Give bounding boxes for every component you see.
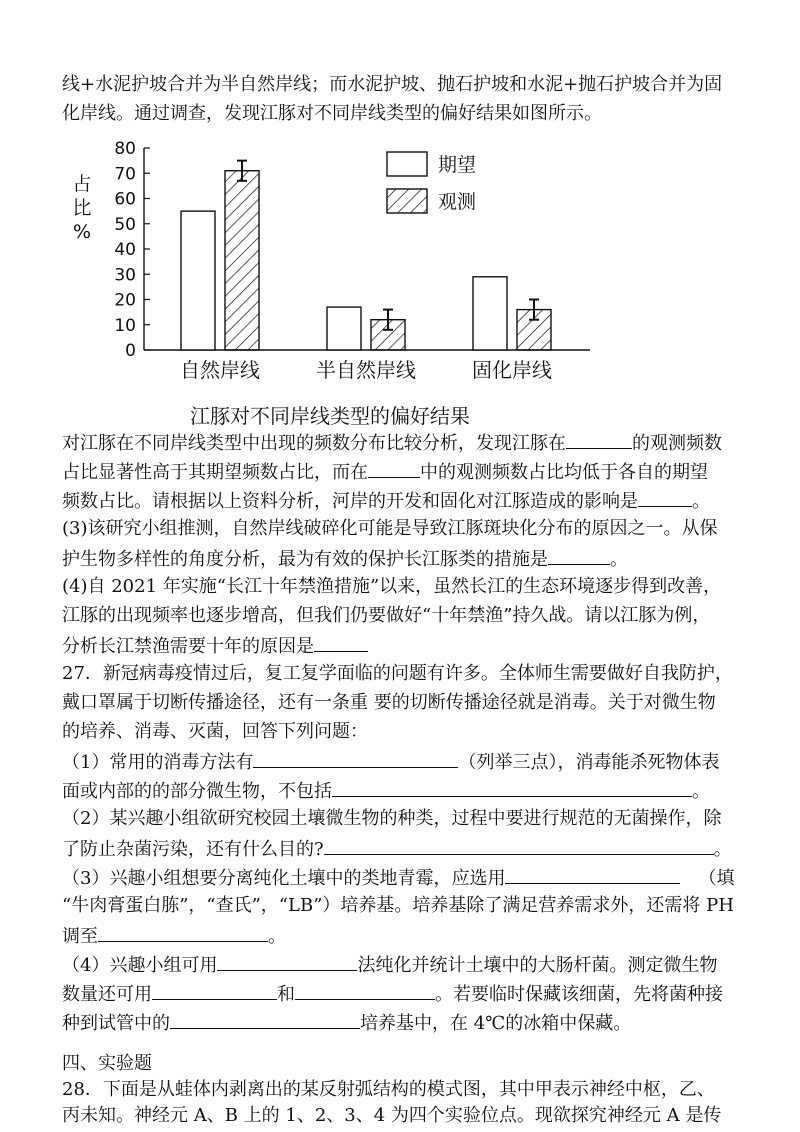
answer-blank[interactable]: [314, 633, 368, 652]
answer-blank[interactable]: [505, 865, 680, 884]
preference-bar-chart: [60, 130, 720, 435]
chart-title: 江豚对不同岸线类型的偏好结果: [190, 404, 470, 428]
legend-swatch: [387, 152, 427, 176]
q28-line-2: 丙未知。神经元 A、B 上的 1、2、3、4 为四个实验位点。现欲探究神经元 A 是传: [62, 1105, 722, 1126]
q26-line-2: 占比显著性高于其期望频数占比，而在 中的观测频数占比均低于各自的期望: [62, 459, 708, 485]
answer-blank[interactable]: [152, 981, 277, 1000]
answer-blank[interactable]: [98, 923, 268, 942]
answer-blank[interactable]: [253, 749, 458, 768]
answer-blank[interactable]: [217, 952, 357, 971]
bar-expected: [327, 307, 361, 350]
answer-blank[interactable]: [548, 546, 610, 565]
answer-blank[interactable]: [324, 836, 714, 855]
bar-expected: [181, 211, 215, 350]
y-tick-label: 50: [114, 214, 136, 235]
legend-swatch: [387, 189, 427, 213]
q27-line-3: 的培养、消毒、灭菌，回答下列问题：: [62, 721, 368, 742]
legend-label: 观测: [438, 191, 477, 213]
answer-blank[interactable]: [170, 1010, 360, 1029]
answer-blank[interactable]: [368, 459, 420, 478]
q26-line-5: 护生物多样性的角度分析，最为有效的保护长江豚类的措施是 。: [62, 546, 628, 572]
y-tick-label: 40: [114, 240, 136, 260]
q27-line-12: 数量还可用 和 。若要临时保藏该细菌，先将菌种接: [62, 981, 723, 1007]
intro-line-1: 线+水泥护坡合并为半自然岸线；而水泥护坡、抛石护坡和水泥+抛石护坡合并为固: [62, 74, 723, 95]
y-tick-label: 20: [114, 290, 136, 311]
y-tick-label: 10: [114, 315, 136, 336]
y-tick-label: 60: [114, 189, 136, 210]
y-tick-label: 80: [114, 139, 136, 159]
q27-line-1: 27．新冠病毒疫情过后，复工复学面临的问题有许多。全体师生需要做好自我防护，: [62, 663, 733, 684]
q27-line-4: （1）常用的消毒方法有 （列举三点），消毒能杀死物体表: [62, 749, 719, 775]
q26-line-3: 频数占比。请根据以上资料分析，河岸的开发和固化对江豚造成的影响是 。: [62, 488, 710, 514]
bar-expected: [473, 277, 507, 350]
answer-blank[interactable]: [295, 981, 435, 1000]
category-label: 半自然岸线: [316, 358, 416, 382]
q27-line-7: 了防止杂菌污染，还有什么目的? 。: [62, 836, 732, 862]
q27-line-8: （3）兴趣小组想要分离纯化土壤中的类地青霉，应选用 （填: [62, 865, 734, 891]
category-label: 固化岸线: [472, 358, 552, 382]
y-axis-label: 占: [72, 173, 92, 195]
y-tick-label: 0: [125, 341, 136, 361]
q27-line-11: （4）兴趣小组可用 法纯化并统计土壤中的大肠杆菌。测定微生物: [62, 952, 717, 978]
q27-line-9: “牛肉膏蛋白胨”，“查氏”，“LB”）培养基。培养基除了满足营养需求外，还需将 PH: [62, 895, 734, 916]
y-tick-label: 30: [114, 265, 136, 286]
answer-blank[interactable]: [566, 430, 632, 449]
q26-line-6: (4)自 2021 年实施“长江十年禁渔措施”以来，虽然长江的生态环境逐步得到改善，: [62, 576, 722, 597]
q26-line-8: 分析长江禁渔需要十年的原因是: [62, 633, 368, 659]
q26-line-4: (3)该研究小组推测，自然岸线破碎化可能是导致江豚斑块化分布的原因之一。从保: [62, 518, 718, 539]
y-tick-label: 70: [114, 164, 136, 185]
q26-line-7: 江豚的出现频率也逐步增高，但我们仍要做好“十年禁渔”持久战。请以江豚为例，: [62, 605, 711, 626]
y-axis-label: %: [72, 221, 92, 243]
y-axis-label: 比: [72, 197, 92, 219]
section-title: 四、实验题: [62, 1053, 152, 1074]
q27-line-5: 面或内部的的部分微生物，不包括 。: [62, 778, 710, 804]
q26-line-1: 对江豚在不同岸线类型中出现的频数分布比较分析，发现江豚在 的观测频数: [62, 430, 722, 456]
category-label: 自然岸线: [180, 358, 260, 382]
answer-blank[interactable]: [638, 488, 692, 507]
q28-line-1: 28．下面是从蛙体内剥离出的某反射弧结构的模式图，其中甲表示神经中枢，乙、: [62, 1079, 715, 1100]
q27-line-2: 戴口罩属于切断传播途径，还有一条重 要的切断传播途径就是消毒。关于对微生物: [62, 692, 716, 713]
bar-observed: [225, 171, 259, 350]
intro-line-2: 化岸线。通过调查，发现江豚对不同岸线类型的偏好结果如图所示。: [62, 103, 602, 124]
q27-line-13: 种到试管中的 培养基中，在 4℃的冰箱中保藏。: [62, 1010, 631, 1036]
q27-line-6: （2）某兴趣小组欲研究校园土壤微生物的种类，过程中要进行规范的无菌操作，除: [62, 808, 722, 829]
q27-line-10: 调至 。: [62, 923, 286, 949]
answer-blank[interactable]: [332, 778, 692, 797]
legend-label: 期望: [438, 154, 477, 176]
